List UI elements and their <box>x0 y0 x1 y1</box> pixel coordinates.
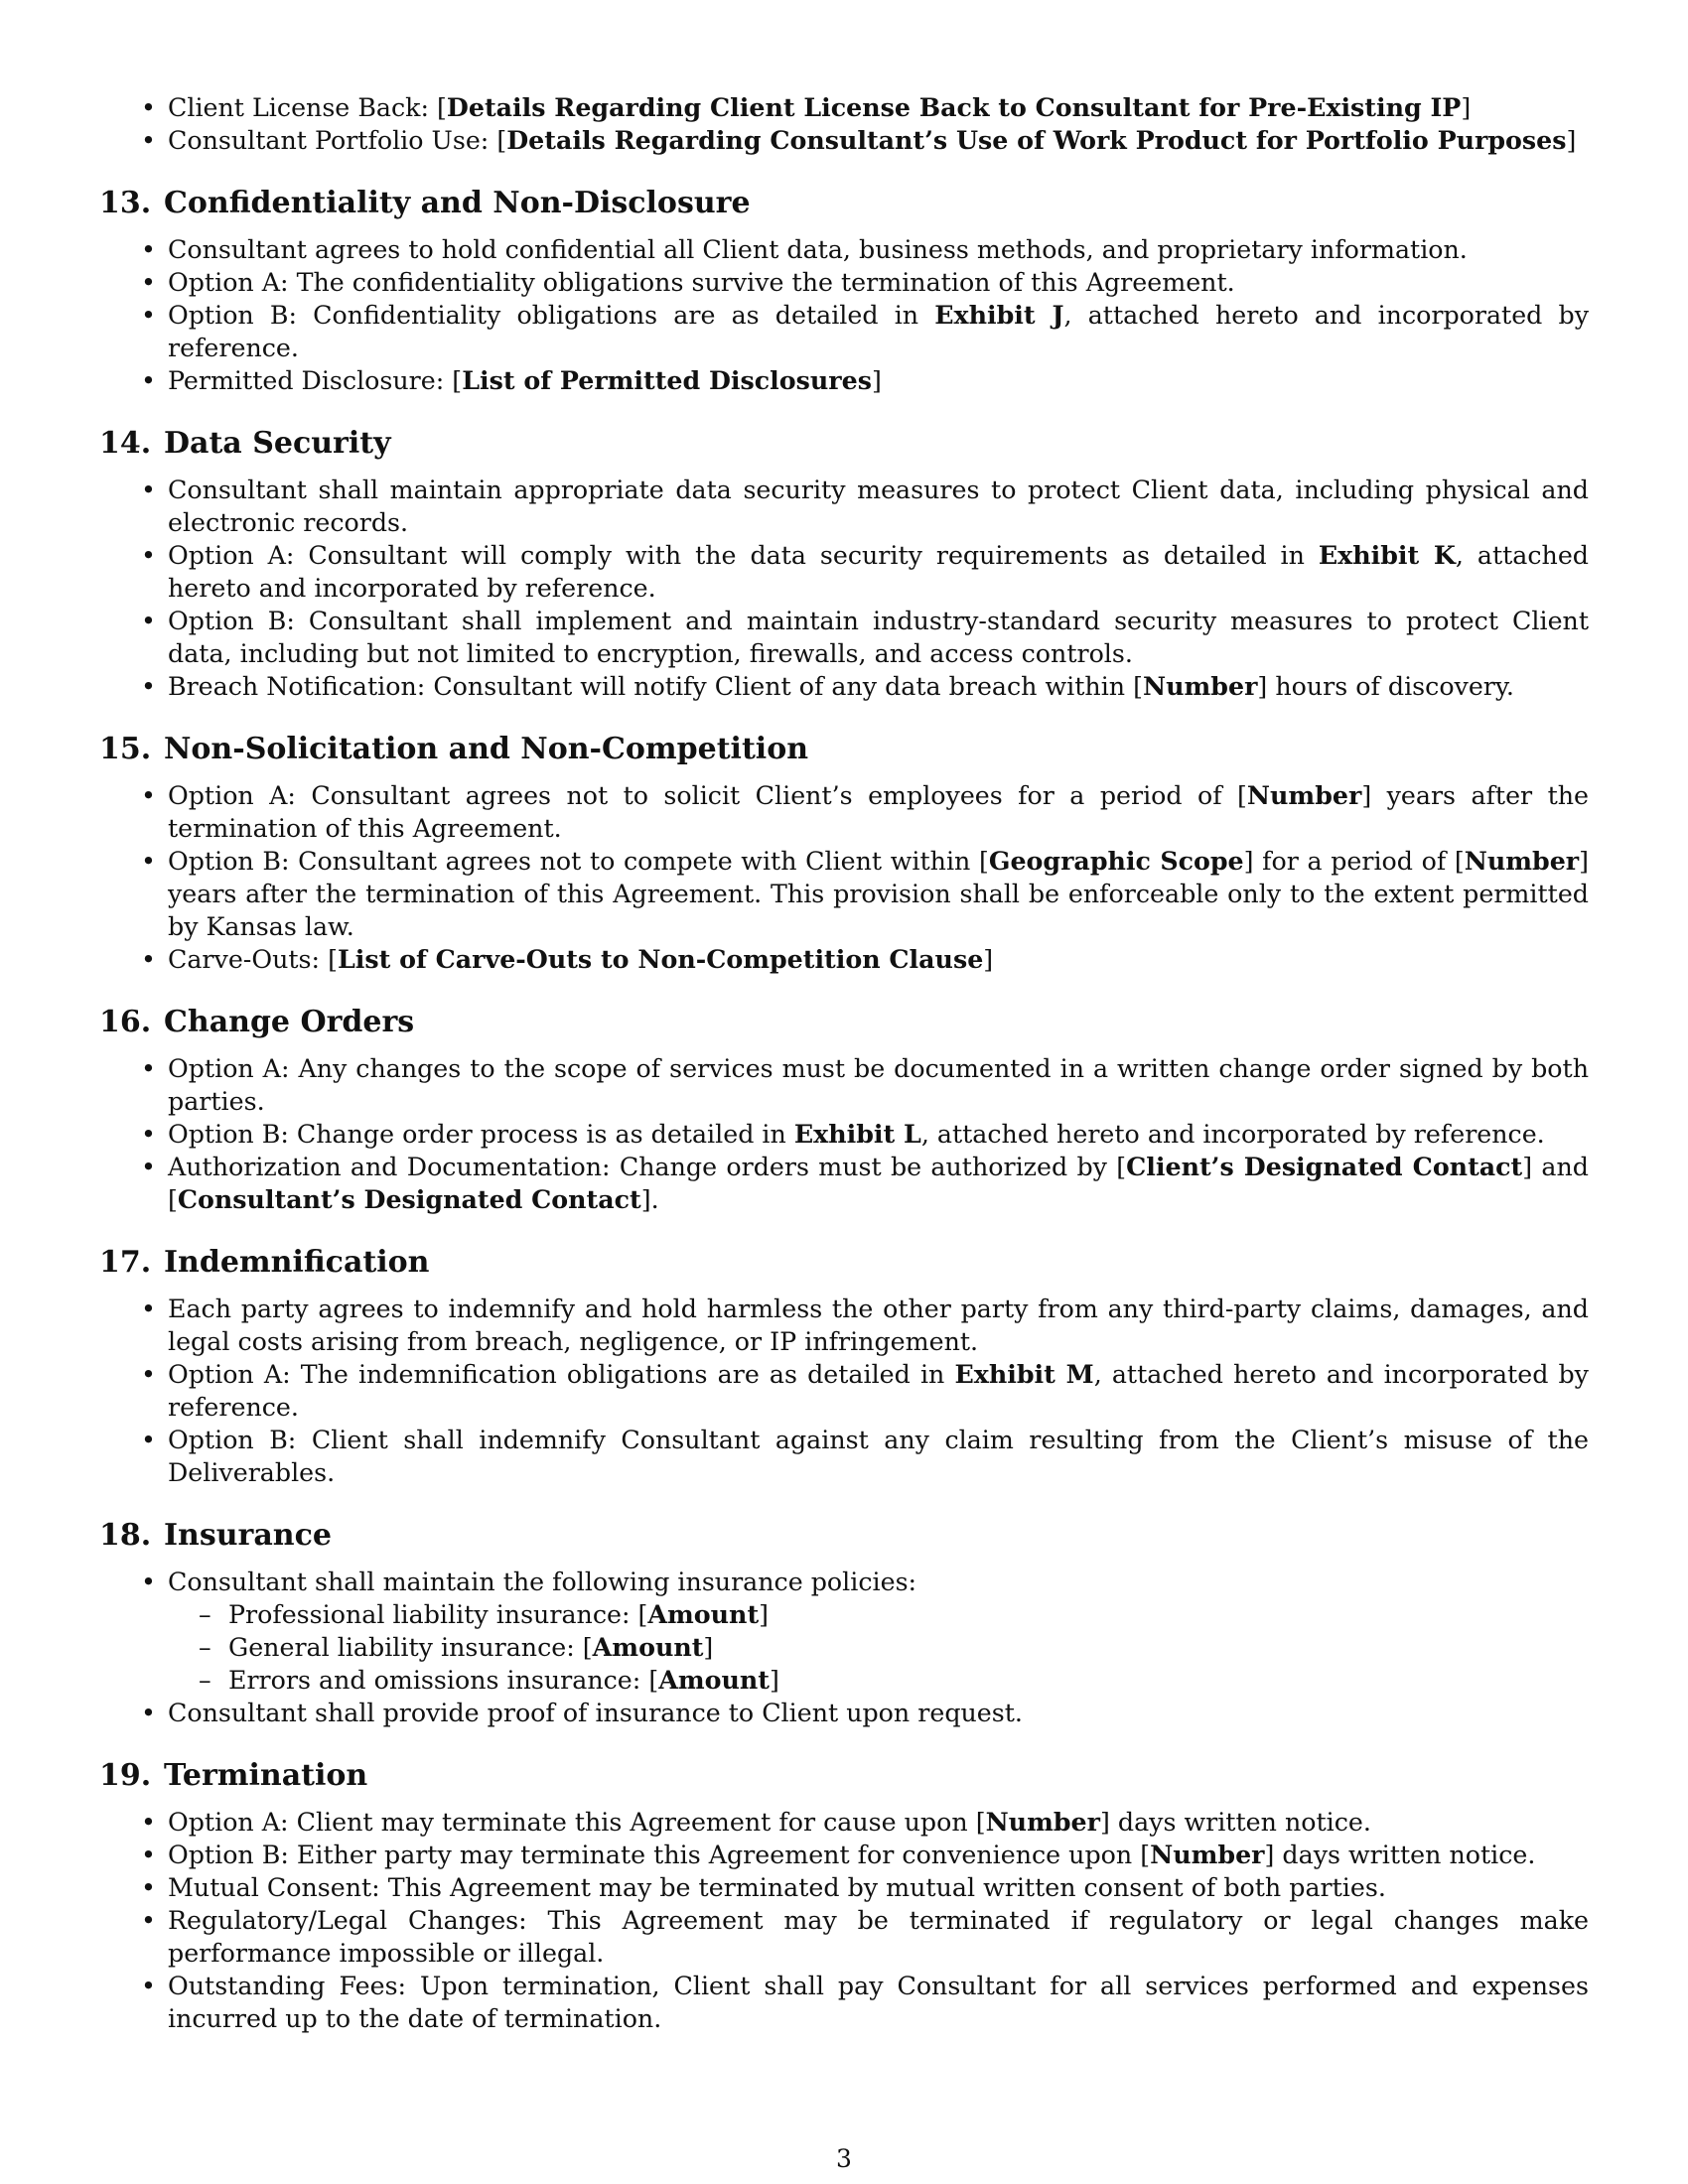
list-item: • Client License Back: [Details Regarding Client License Back to Consultant for Pre-Existing IP] <box>99 91 1589 124</box>
list-item: • Consultant shall maintain the following insurance policies: – Professional liability insurance: [Amount] – General liability insurance: [Amount] – Errors and omissions insurance: [Amount] <box>99 1566 1589 1697</box>
confidentiality-list <box>99 233 1589 397</box>
list-item: • Option B: Consultant shall implement and maintain industry-standard security measures to protect Client data, including but not limited to encryption, firewalls, and access controls. <box>99 605 1589 670</box>
list-item: • Consultant agrees to hold confidential all Client data, business methods, and proprietary information. <box>99 233 1589 266</box>
indemnification-list <box>99 1293 1589 1489</box>
list-item: • Each party agrees to indemnify and hold harmless the other party from any third-party claims, damages, and legal costs arising from breach, negligence, or IP infringement. <box>99 1293 1589 1358</box>
list-item: • Option A: Consultant agrees not to solicit Client’s employees for a period of [Number] years after the termination of this Agreement. <box>99 779 1589 845</box>
list-item: • Option A: The indemnification obligations are as detailed in Exhibit M, attached hereto and incorporated by reference. <box>99 1358 1589 1424</box>
insurance-policy-list <box>168 1598 1589 1697</box>
sub-list-item: – Errors and omissions insurance: [Amount] <box>168 1664 1589 1697</box>
list-item: • Option A: Client may terminate this Agreement for cause upon [Number] days written notice. <box>99 1806 1589 1839</box>
list-item: • Option A: Consultant will comply with the data security requirements as detailed in Exhibit K, attached hereto and incorporated by reference. <box>99 539 1589 605</box>
list-item: • Option B: Confidentiality obligations are as detailed in Exhibit J, attached hereto and incorporated by reference. <box>99 299 1589 364</box>
list-item: • Breach Notification: Consultant will notify Client of any data breach within [Number] hours of discovery. <box>99 670 1589 703</box>
section-heading-termination: 19. Termination <box>99 1758 368 1793</box>
insurance-list <box>99 1566 1589 1729</box>
list-item: • Authorization and Documentation: Change orders must be authorized by [Client’s Designated Contact] and [Consultant’s Designated Contact]. <box>99 1151 1589 1216</box>
intro-list <box>99 91 1589 157</box>
list-item: • Carve-Outs: [List of Carve-Outs to Non-Competition Clause] <box>99 943 1589 976</box>
change-orders-list <box>99 1052 1589 1216</box>
termination-list <box>99 1806 1589 2035</box>
section-heading-data-security: 14. Data Security <box>99 426 391 461</box>
page-number: 3 <box>836 2144 852 2173</box>
list-item: • Outstanding Fees: Upon termination, Client shall pay Consultant for all services performed and expenses incurred up to the date of termination. <box>99 1970 1589 2035</box>
list-item: • Permitted Disclosure: [List of Permitted Disclosures] <box>99 364 1589 397</box>
sub-list-item: – Professional liability insurance: [Amount] <box>168 1598 1589 1631</box>
list-item: • Consultant shall maintain appropriate data security measures to protect Client data, including physical and electronic records. <box>99 474 1589 539</box>
section-heading-insurance: 18. Insurance <box>99 1518 332 1553</box>
list-item: • Option B: Either party may terminate this Agreement for convenience upon [Number] days written notice. <box>99 1839 1589 1871</box>
non-solicitation-list <box>99 779 1589 976</box>
data-security-list <box>99 474 1589 703</box>
section-heading-indemnification: 17. Indemnification <box>99 1245 430 1280</box>
list-item: • Option B: Consultant agrees not to compete with Client within [Geographic Scope] for a period of [Number] years after the termination of this Agreement. This provision shall be enforceable only to the extent permitted by Kansas law. <box>99 845 1589 943</box>
section-heading-confidentiality: 13. Confidentiality and Non-Disclosure <box>99 186 751 220</box>
list-item: • Regulatory/Legal Changes: This Agreement may be terminated if regulatory or legal changes make performance impossible or illegal. <box>99 1904 1589 1970</box>
list-item: • Option B: Change order process is as detailed in Exhibit L, attached hereto and incorporated by reference. <box>99 1118 1589 1151</box>
document-page <box>99 91 1589 2035</box>
section-heading-non-solicitation: 15. Non-Solicitation and Non-Competition <box>99 732 809 766</box>
section-heading-change-orders: 16. Change Orders <box>99 1005 415 1039</box>
list-item: • Consultant shall provide proof of insurance to Client upon request. <box>99 1697 1589 1729</box>
sub-list-item: – General liability insurance: [Amount] <box>168 1631 1589 1664</box>
list-item: • Consultant Portfolio Use: [Details Regarding Consultant’s Use of Work Product for Portfolio Purposes] <box>99 124 1589 157</box>
list-item: • Option A: Any changes to the scope of services must be documented in a written change order signed by both parties. <box>99 1052 1589 1118</box>
list-item: • Option B: Client shall indemnify Consultant against any claim resulting from the Client’s misuse of the Deliverables. <box>99 1424 1589 1489</box>
list-item: • Mutual Consent: This Agreement may be terminated by mutual written consent of both parties. <box>99 1871 1589 1904</box>
list-item: • Option A: The confidentiality obligations survive the termination of this Agreement. <box>99 266 1589 299</box>
